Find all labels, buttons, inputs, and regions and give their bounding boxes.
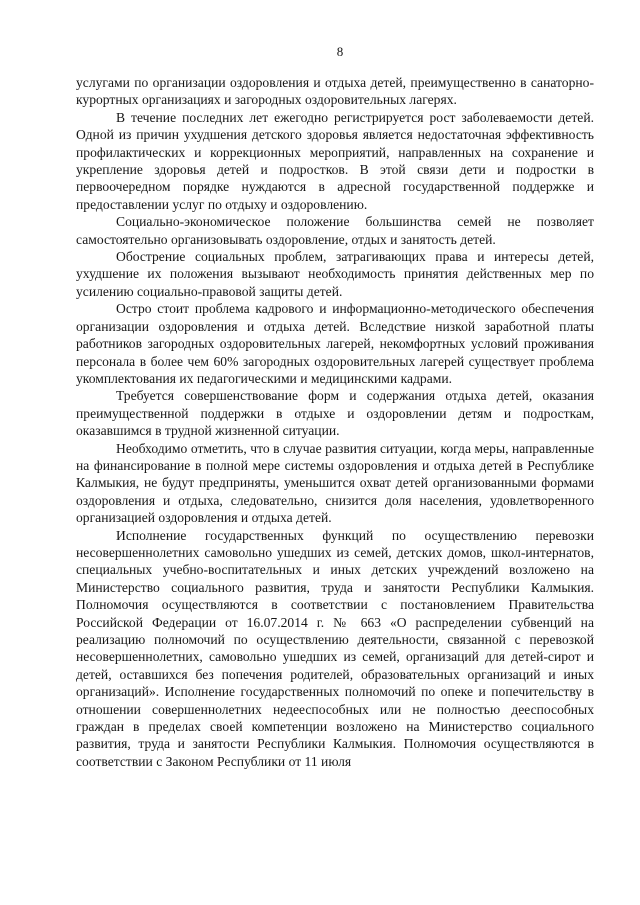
- paragraph: Обострение социальных проблем, затрагивающих права и интересы детей, ухудшение их положения вызывают необходимость принятия действенных мер по усилению социально-правовой защиты детей.: [76, 249, 594, 299]
- paragraph: Исполнение государственных функций по осуществлению перевозки несовершеннолетних самовольно ушедших из семей, детских домов, школ-интернатов, специальных учебно-воспитательных и иных детских учреждений возложено на Министерство социального развития, труда и занятости Республики Калмыкия. Полномочия осуществляются в соответствии с постановлением Правительства Российской Федерации от 16.07.2014 г. № 663 «О распределении субвенций на реализацию полномочий по осуществлению деятельности, связанной с перевозкой несовершеннолетних, самовольно ушедших из семей, организаций для детей-сирот и детей, оставшихся без попечения родителей, образовательных организаций и иных организаций». Исполнение государственных полномочий по опеке и попечительству в отношении совершеннолетних недееспособных или не полностью дееспособных граждан в пределах своей компетенции возложено на Министерство социального развития, труда и занятости Республики Калмыкия. Полномочия осуществляются в соответствии с Законом Республики от 11 июля: [76, 527, 594, 769]
- paragraph: Необходимо отметить, что в случае развития ситуации, когда меры, направленные на финансирование в полной мере системы оздоровления и отдыха детей в Республике Калмыкия, не будут предприняты, уменьшится охват детей организованными формами оздоровления и отдыха, следовательно, снизится доля населения, удовлетворенного организацией оздоровления и отдыха детей.: [76, 440, 594, 526]
- page-number: 8: [336, 44, 344, 59]
- paragraph: Требуется совершенствование форм и содержания отдыха детей, оказания преимущественной поддержки в отдыхе и оздоровлении детям и подросткам, оказавшимся в трудной жизненной ситуации.: [76, 388, 594, 439]
- paragraph: услугами по организации оздоровления и отдыха детей, преимущественно в санаторно-курортных организациях и загородных оздоровительных лагерях.: [76, 75, 594, 108]
- paragraph: Остро стоит проблема кадрового и информационно-методического обеспечения организации оздоровления и отдыха детей. Вследствие низкой заработной платы работников загородных оздоровительных лагерей, некомфортных условий проживания персонала в более чем 60% загородных оздоровительных лагерей существует проблема укомплектования их педагогическими и медицинскими кадрами.: [76, 301, 594, 386]
- paragraph: В течение последних лет ежегодно регистрируется рост заболеваемости детей. Одной из причин ухудшения детского здоровья является недостаточная эффективность профилактических и коррекционных мероприятий, направленных на сохранение и укрепление здоровья детей и подростков. В этой связи дети и подростки в первоочередном порядке нуждаются в адресной государственной поддержке и предоставлении услуг по отдыху и оздоровлению.: [76, 109, 594, 212]
- document-body: [76, 74, 594, 770]
- paragraph: Социально-экономическое положение большинства семей не позволяет самостоятельно организовывать оздоровление, отдых и занятость детей.: [76, 214, 594, 247]
